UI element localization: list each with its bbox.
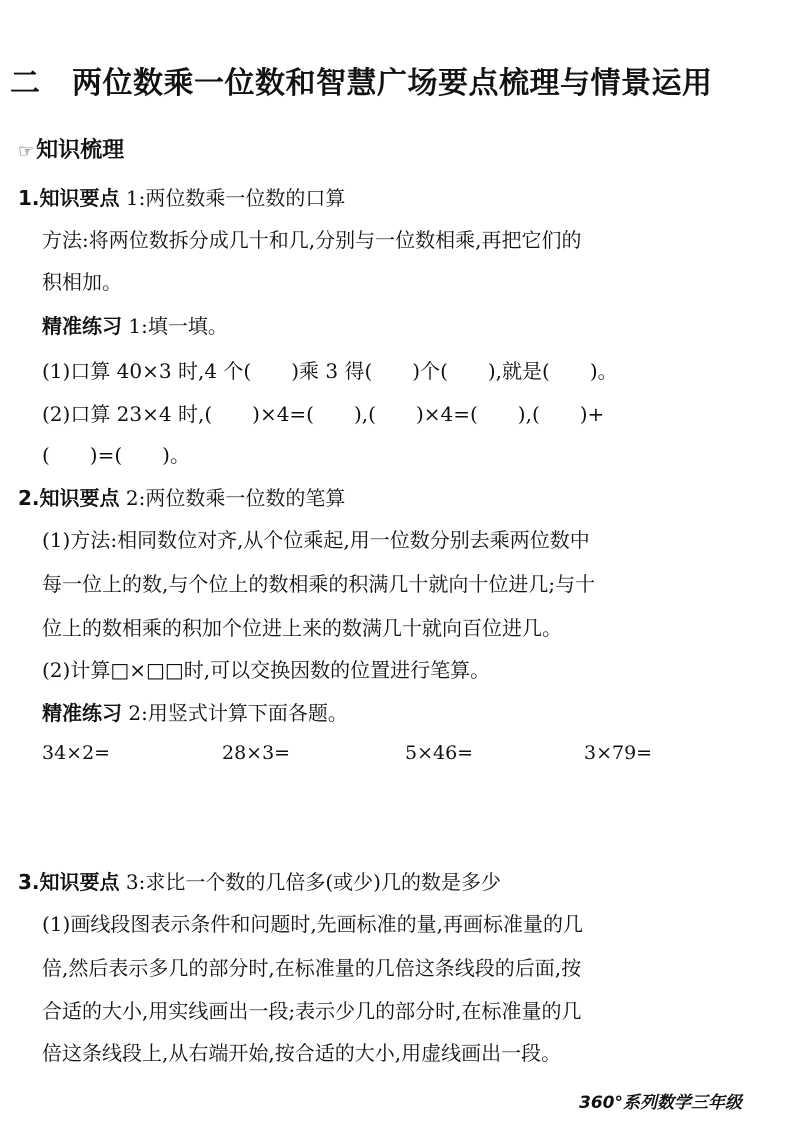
- kp2-p2: (2)计算□×□□时,可以交换因数的位置进行笔算。: [42, 658, 491, 682]
- chapter-number: 二: [10, 66, 41, 101]
- kp3-heading: [18, 872, 501, 892]
- kp3-number: 3.: [18, 870, 40, 894]
- calc-item: 28×3=: [222, 742, 291, 764]
- kp1-question2-line1: (2)口算 23×4 时,( )×4=( ),( )×4=( ),( )+: [42, 402, 605, 426]
- chapter-title: 两位数乘一位数和智慧广场要点梳理与情景运用: [72, 66, 713, 101]
- kp2-exercise-title: 2:用竖式计算下面各题。: [122, 701, 348, 725]
- kp1-question1: (1)口算 40×3 时,4 个( )乘 3 得( )个( ),就是( )。: [42, 359, 618, 383]
- kp3-line3: 合适的大小,用实线画出一段;表示少几的部分时,在标准量的几: [42, 999, 582, 1023]
- kp1-number: 1.: [18, 186, 40, 210]
- calc-item: 5×46=: [405, 742, 474, 764]
- section-label: 知识梳理: [36, 138, 125, 163]
- kp1-exercise-title: 1:填一填。: [122, 314, 228, 338]
- kp1-question2-line2: ( )=( )。: [42, 443, 190, 467]
- section-heading: [18, 133, 124, 164]
- kp1-exercise-heading: [42, 316, 228, 336]
- kp3-title: 3:求比一个数的几倍多(或少)几的数是多少: [119, 870, 501, 894]
- kp1-label: 知识要点: [39, 186, 120, 210]
- calc-item: 3×79=: [584, 742, 653, 764]
- calc-item: 34×2=: [42, 742, 111, 764]
- kp2-p1-line2: 每一位上的数,与个位上的数相乘的积满几十就向十位进几;与十: [42, 572, 596, 596]
- calculation-row: [0, 742, 794, 766]
- kp2-label: 知识要点: [39, 486, 120, 510]
- page-title: [10, 58, 713, 102]
- kp3-label: 知识要点: [39, 870, 120, 894]
- kp1-method-line2: 积相加。: [42, 270, 122, 294]
- kp1-exercise-label: 精准练习: [42, 314, 122, 338]
- kp1-heading: [18, 188, 345, 208]
- pointing-hand-icon: ☞: [18, 141, 35, 162]
- kp2-p1-line1: (1)方法:相同数位对齐,从个位乘起,用一位数分别去乘两位数中: [42, 528, 590, 552]
- kp1-title: 1:两位数乘一位数的口算: [119, 186, 346, 210]
- kp3-line2: 倍,然后表示多几的部分时,在标准量的几倍这条线段的后面,按: [42, 956, 582, 980]
- kp2-exercise-heading: [42, 703, 348, 723]
- kp1-method-line1: 方法:将两位数拆分成几十和几,分别与一位数相乘,再把它们的: [42, 228, 582, 252]
- kp2-heading: [18, 488, 345, 508]
- kp2-exercise-label: 精准练习: [42, 701, 122, 725]
- kp2-title: 2:两位数乘一位数的笔算: [119, 486, 346, 510]
- kp2-p1-line3: 位上的数相乘的积加个位进上来的数满几十就向百位进几。: [42, 616, 562, 640]
- series-footer: 360°系列数学三年级: [579, 1093, 742, 1113]
- kp2-number: 2.: [18, 486, 40, 510]
- kp3-line4: 倍这条线段上,从右端开始,按合适的大小,用虚线画出一段。: [42, 1041, 562, 1065]
- kp3-line1: (1)画线段图表示条件和问题时,先画标准的量,再画标准量的几: [42, 912, 584, 936]
